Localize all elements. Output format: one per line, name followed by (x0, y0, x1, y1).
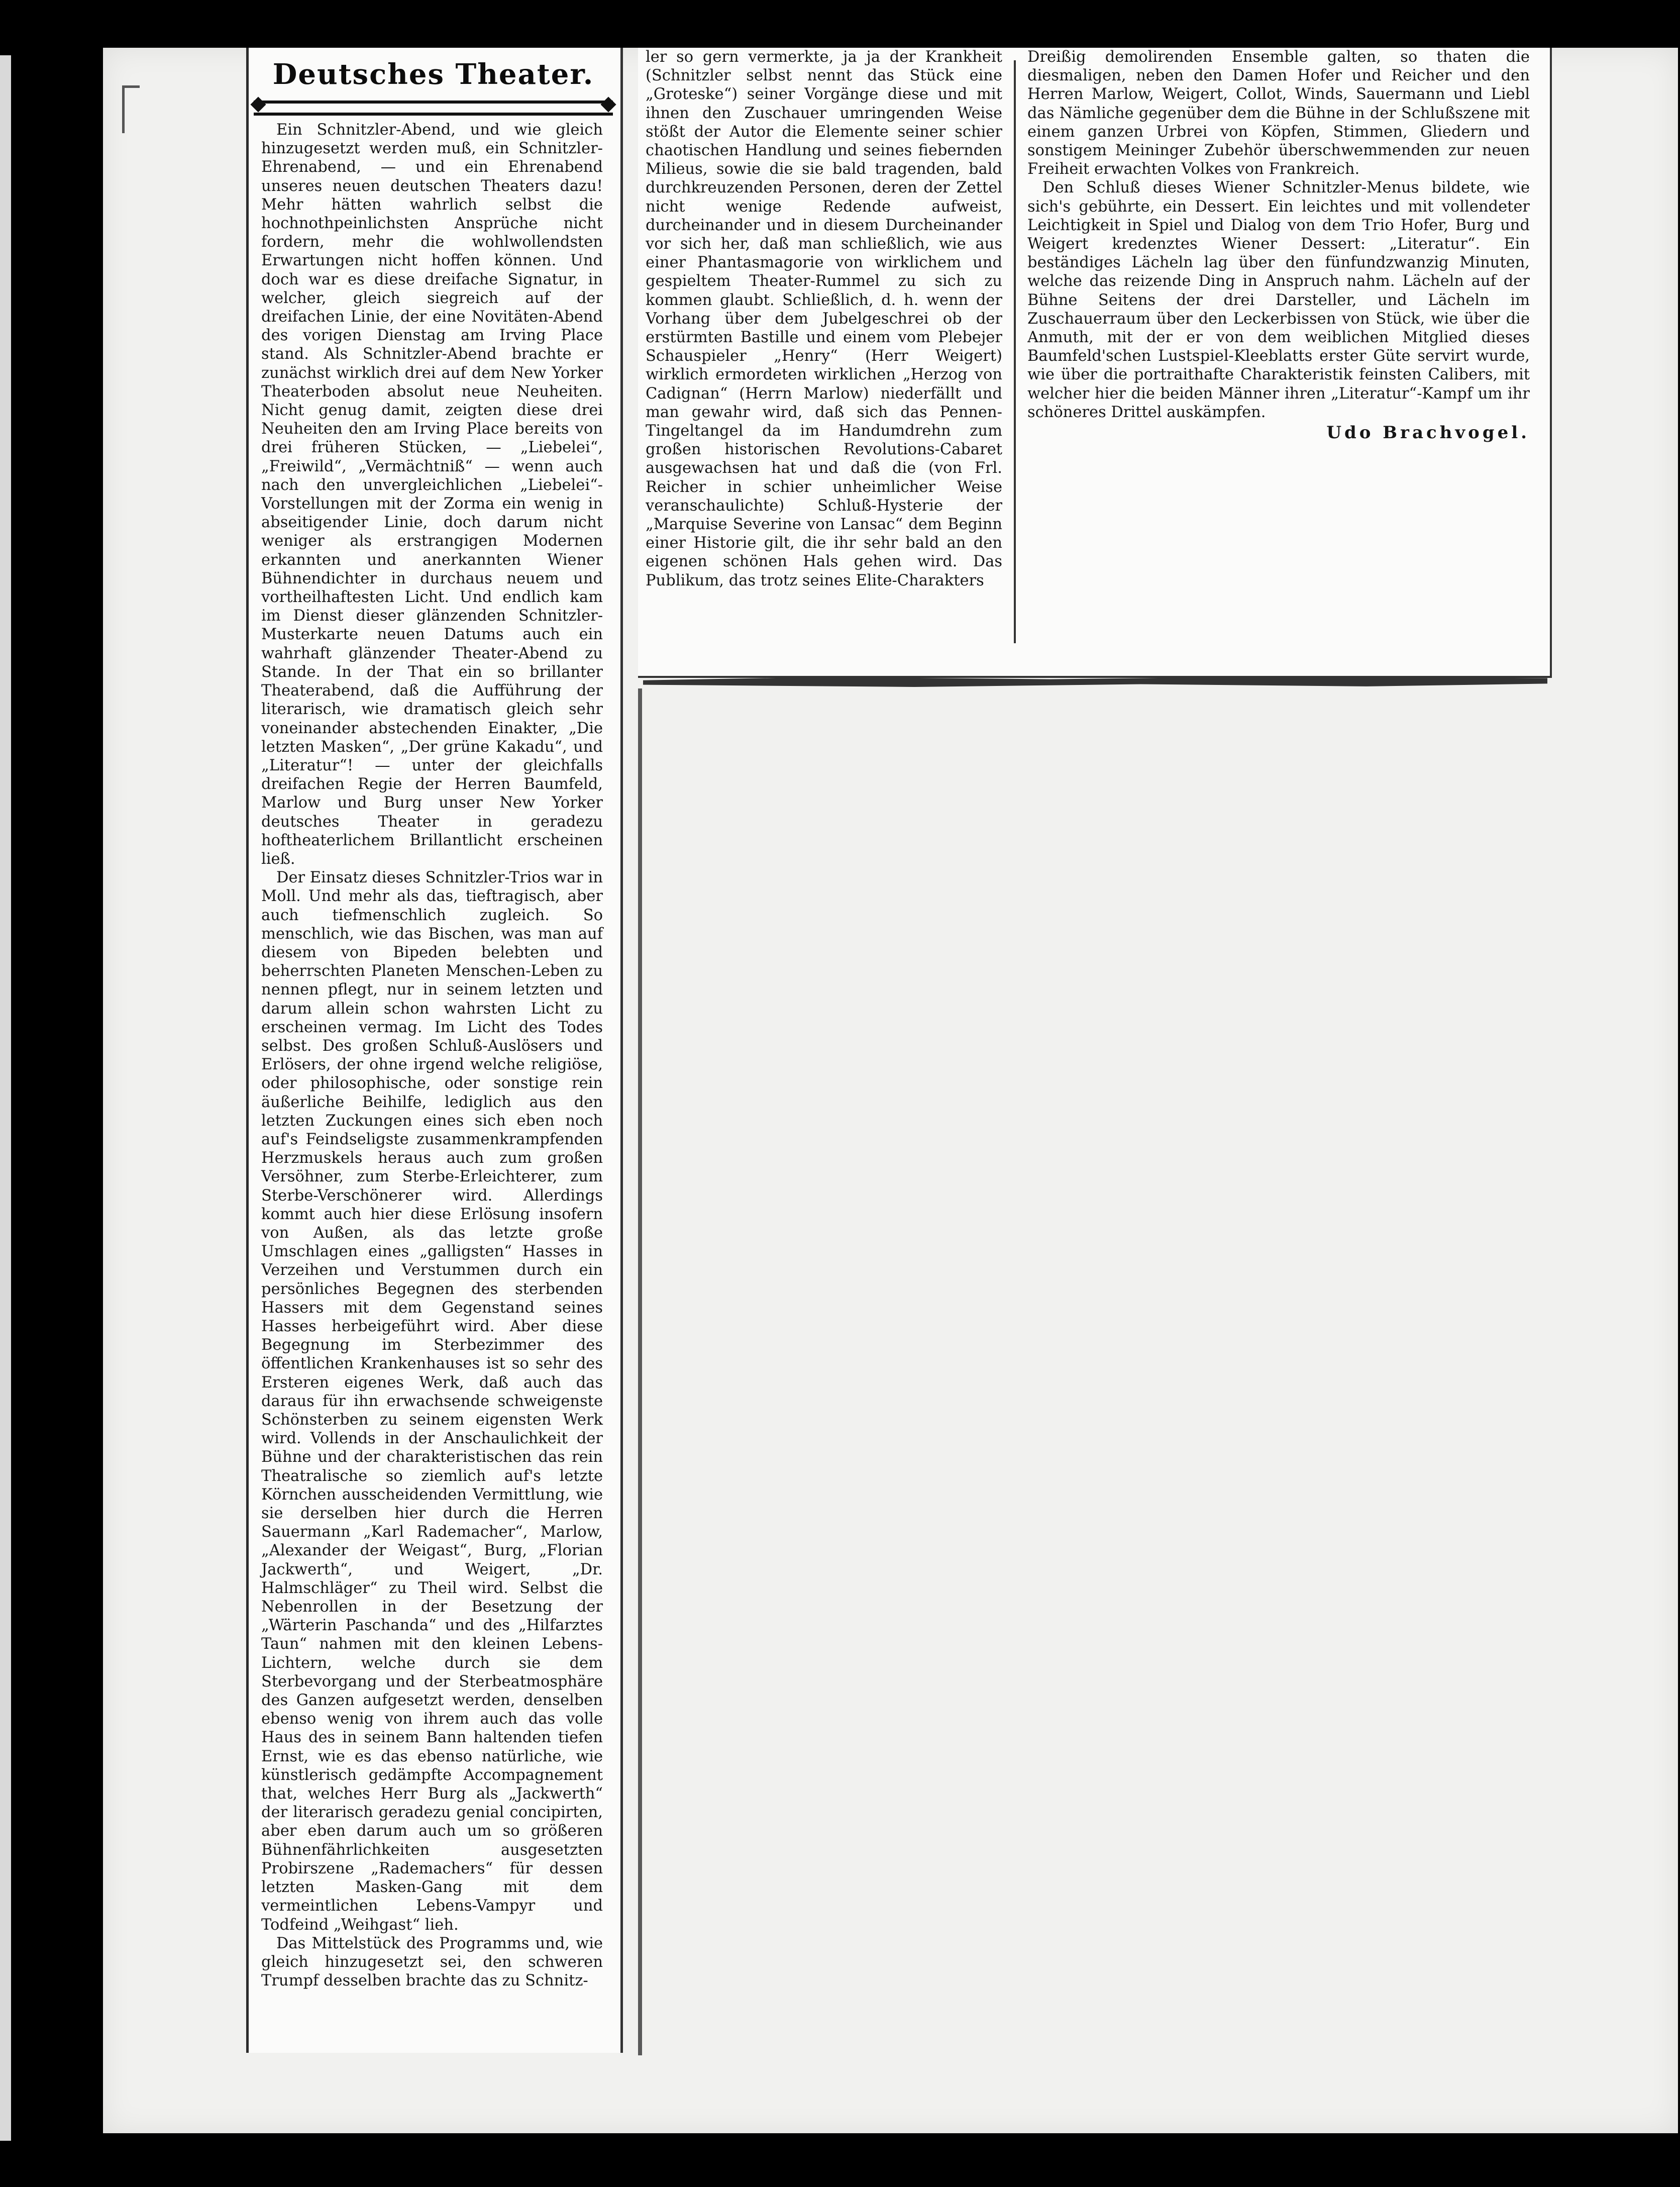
article-column-3 (1027, 48, 1530, 651)
author-signature: Udo Brachvogel. (1326, 423, 1530, 443)
paragraph: Den Schluß dieses Wiener Schnitzler-Menus bildete, wie sich's gebührte, ein Dessert. Ein leichtes und mit vollendeter Leichtigkeit in Spiel und Dialog von dem Trio Hofer, Burg und Weigert kredenztes Wiener Dessert: „Literatur“. Ein beständiges Lächeln lag über den fünfundzwanzig Minuten, welche das reizende Ding in Anspruch nahm. Lächeln auf der Bühne Seitens der drei Darsteller, und Lächeln im Zuschauerraum über den Leckerbissen von Stück, wie über die Anmuth, mit der er von dem weiblichen Mitglied dieses Baumfeld'schen Lustspiel-Kleeblatts erster Güte servirt wurde, wie über die portraithafte Charakteristik feinsten Calibers, mit welcher hier die beiden Männer ihren „Literatur“-Kampf um ihr schöneres Drittel auskämpfen. (1027, 179, 1530, 421)
film-edge-left (0, 55, 11, 2141)
article-title: Deutsches Theater. (272, 58, 594, 91)
paragraph: Der Einsatz dieses Schnitzler-Trios war in Moll. Und mehr als das, tieftragisch, aber auch tiefmenschlich zugleich. So menschlich, wie das Bischen, was man auf diesem von Bipeden belebten und beherrschten Planeten Menschen-Leben zu nennen pflegt, nur in seinem letzten und darum allein schon wahrsten Licht zu erscheinen vermag. Im Licht des Todes selbst. Des großen Schluß-Auslösers und Erlösers, der ohne irgend welche religiöse, oder philosophische, oder sonstige rein äußerliche Beihilfe, lediglich aus den letzten Zuckungen eines sich eben noch auf's Feindseligste zusammenkrampfenden Herzmuskels heraus auch zum großen Versöhner, zum Sterbe-Erleichterer, zum Sterbe-Verschönerer wird. Allerdings kommt auch hier diese Erlösung insofern von Außen, als das letzte große Umschlagen eines „galligsten“ Hasses in Verzeihen und Verstummen durch ein persönliches Begegnen des sterbenden Hassers mit dem Gegenstand seines Hasses herbeigeführt wird. Aber diese Begegnung im Sterbezimmer des öffentlichen Krankenhauses ist so sehr des Ersteren eigenes Werk, daß auch das daraus für ihn erwachsende schweigenste Schönsterben zu seinem eigensten Werk wird. Vollends in der Anschaulichkeit der Bühne und der charakteristischen das rein Theatralische so ziemlich auf's letzte Körnchen ausscheidenden Vermittlung, wie sie derselben hier durch die Herren Sauermann „Karl Rademacher“, Marlow, „Alexander der Weigast“, Burg, „Florian Jackwerth“, und Weigert, „Dr. Halmschläger“ zu Theil wird. Selbst die Nebenrollen in der Besetzung der „Wärterin Paschanda“ und des „Hilfarztes Taun“ nahmen mit den kleinen Lebens-Lichtern, welche durch sie dem Sterbevorgang und der Sterbeatmosphäre des Ganzen aufgesetzt werden, denselben ebenso wenig von ihrem auch das volle Haus des in seinem Bann haltenden tiefen Ernst, wie es das ebenso natürliche, wie künstlerisch gedämpfte Accompagnement that, welches Herr Burg als „Jackwerth“ der literarisch geradezu genial concipirten, aber eben darum auch um so größeren Bühnenfährlichkeiten ausgesetzten Probirszene „Rademachers“ für dessen letzten Masken-Gang mit dem vermeintlichen Lebens-Vampyr und Todfeind „Weihgast“ lieh. (261, 869, 603, 1934)
paragraph: Ein Schnitzler-Abend, und wie gleich hinzugesetzt werden muß, ein Schnitzler-Ehrenabend, — und ein Ehrenabend unseres neuen deutschen Theaters dazu! Mehr hätten wahrlich selbst die hochnothpeinlichsten Ansprüche nicht fordern, mehr die wohlwollendsten Erwartungen nicht hoffen können. Und doch war es diese dreifache Signatur, in welcher, gleich siegreich auf der dreifachen Linie, der eine Novitäten-Abend des vorigen Dienstag am Irving Place stand. Als Schnitzler-Abend brachte er zunächst wirklich drei auf dem New Yorker Theaterboden absolut neue Neuheiten. Nicht genug damit, zeigten diese drei Neuheiten den am Irving Place bereits von drei früheren Stücken, — „Liebelei“, „Freiwild“, „Vermächtniß“ — wenn auch nach den unvergleichlichen „Liebelei“-Vorstellungen mit der Zorma ein wenig in abseitigender Linie, doch darum nicht weniger als erstrangigen Modernen erkannten und anerkannten Wiener Bühnendichter in durchaus neuem und vortheilhaftesten Licht. Und endlich kam im Dienst dieser glänzenden Schnitzler-Musterkarte neuen Datums auch ein wahrhaft glänzender Theater-Abend zu Stande. In der That ein so brillanter Theaterabend, daß die Aufführung der literarisch, wie dramatisch gleich sehr voneinander abstechenden Einakter, „Die letzten Masken“, „Der grüne Kakadu“, und „Literatur“! — unter der gleichfalls dreifachen Regie der Herren Baumfeld, Marlow und Burg unser New Yorker deutsches Theater in geradezu hoftheaterlichem Brillantlicht erscheinen ließ. (261, 121, 603, 868)
paragraph: ler so gern vermerkte, ja ja der Krankheit (Schnitzler selbst nennt das Stück eine „Groteske“) seiner Vorgänge diese und mit ihnen den Zuschauer umringenden Weise stößt der Autor die Elemente seiner schier chaotischen Handlung und seines fiebernden Milieus, sowie die sie bald tragenden, bald durchkreuzenden Personen, deren der Zettel nicht wenige Redende aufweist, durcheinander und in diesem Durcheinander vor sich her, daß man schließlich, wie aus einer Phantasmagorie von wirklichem und gespieltem Theater-Rummel zu sich zu kommen glaubt. Schließlich, d. h. wenn der Vorhang über dem Jubelgeschrei ob der erstürmten Bastille und einem vom Plebejer Schauspieler „Henry“ (Herr Weigert) wirklich ermordeten wirklichen „Herzog von Cadignan“ (Herrn Marlow) niederfällt und man gewahr wird, daß sich das Pennen-Tingeltangel da im Handumdrehn zum großen historischen Revolutions-Cabaret ausgewachsen hat und daß die (von Frl. Reicher in schier unheimlicher Weise veranschaulichte) Schluß-Hysterie der „Marquise Severine von Lansac“ dem Beginn einer Historie gilt, die ihr sehr bald an den eigenen schönen Hals gehen wird. Das Publikum, das trotz seines Elite-Charakters (646, 48, 1002, 589)
paragraph: Dreißig demolirenden Ensemble galten, so thaten die diesmaligen, neben den Damen Hofer und Reicher und den Herren Marlow, Weigert, Collot, Winds, Sauermann und Liebl das Nämliche gegenüber dem die Bühne in der Schlußszene mit einem ganzen Urbrei von Köpfen, Stimmen, Gliedern und sonstigem Meininger Zubehör überschwemmenden zur neuen Freiheit erwachten Volkes von Frankreich. (1027, 48, 1530, 178)
corner-mark (122, 85, 140, 133)
paragraph: Das Mittelstück des Programms und, wie gleich hinzugesetzt sei, den schweren Trumpf desselben brachte das zu Schnitz- (261, 1934, 603, 1990)
article-masthead (254, 53, 613, 116)
column-rule (1014, 60, 1016, 643)
article-column-1 (261, 121, 603, 1990)
clipping-edge-line (638, 688, 642, 2055)
masthead-ornament-rule (254, 101, 613, 116)
article-column-2 (646, 48, 1002, 641)
